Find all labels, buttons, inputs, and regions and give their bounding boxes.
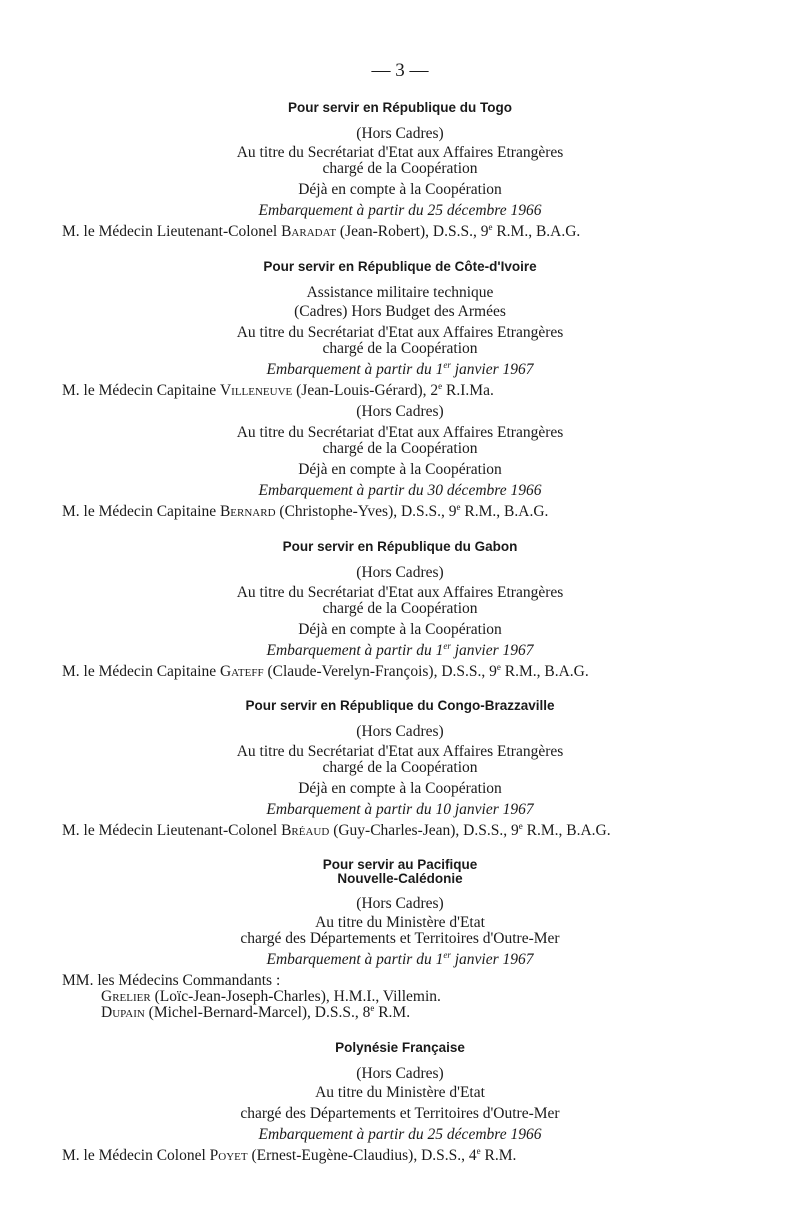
officer-entry: M. le Médecin Lieutenant-Colonel Bréaud (Guy-Charles-Jean), D.S.S., 9e R.M., B.A.G. xyxy=(62,821,611,839)
section-heading-polynesie: Polynésie Française xyxy=(335,1040,465,1055)
officer-list-intro: MM. les Médecins Commandants : xyxy=(62,972,281,989)
compte-line: Déjà en compte à la Coopération xyxy=(298,621,502,638)
officer-surname: Grelier xyxy=(101,988,151,1005)
officer-surname: Poyet xyxy=(209,1147,248,1164)
officer-surname: Gateff xyxy=(219,663,264,680)
titre-line: Au titre du Ministère d'Etat xyxy=(315,914,485,931)
officer-entry: M. le Médecin Capitaine Villeneuve (Jean-Louis-Gérard), 2e R.I.Ma. xyxy=(62,381,494,399)
titre-line: chargé de la Coopération xyxy=(322,160,478,177)
embarquement-line: Embarquement à partir du 1er janvier 1967 xyxy=(266,950,534,968)
titre-line: Au titre du Ministère d'Etat xyxy=(315,1084,485,1101)
hors-cadres-label: (Hors Cadres) xyxy=(356,723,444,740)
hors-cadres-label: (Hors Cadres) xyxy=(356,564,444,581)
officer-surname: Bernard xyxy=(219,503,276,520)
officer-surname: Bréaud xyxy=(281,822,330,839)
titre-line: Au titre du Secrétariat d'Etat aux Affaires Etrangères xyxy=(236,144,564,161)
officer-entry: Grelier (Loïc-Jean-Joseph-Charles), H.M.I., Villemin. xyxy=(101,988,441,1005)
compte-line: Déjà en compte à la Coopération xyxy=(298,181,502,198)
embarquement-line: Embarquement à partir du 1er janvier 1967 xyxy=(266,360,534,378)
titre-line: Au titre du Secrétariat d'Etat aux Affaires Etrangères xyxy=(236,424,564,441)
compte-line: Déjà en compte à la Coopération xyxy=(298,780,502,797)
officer-entry: M. le Médecin Colonel Poyet (Ernest-Eugène-Claudius), D.S.S., 4e R.M. xyxy=(62,1146,517,1164)
assistance-line: Assistance militaire technique xyxy=(306,284,494,301)
embarquement-line: Embarquement à partir du 10 janvier 1967 xyxy=(266,801,534,818)
officer-entry: M. le Médecin Lieutenant-Colonel Baradat (Jean-Robert), D.S.S., 9e R.M., B.A.G. xyxy=(62,222,581,240)
titre-line: chargé des Départements et Territoires d'Outre-Mer xyxy=(240,1105,560,1122)
hors-cadres-label: (Hors Cadres) xyxy=(356,125,444,142)
officer-entry: Dupain (Michel-Bernard-Marcel), D.S.S., 8e R.M. xyxy=(101,1003,411,1021)
embarquement-line: Embarquement à partir du 25 décembre 1966 xyxy=(258,202,542,219)
embarquement-line: Embarquement à partir du 1er janvier 1967 xyxy=(266,641,534,659)
embarquement-line: Embarquement à partir du 25 décembre 1966 xyxy=(258,1126,542,1143)
titre-line: Au titre du Secrétariat d'Etat aux Affaires Etrangères xyxy=(236,324,564,341)
officer-entry: M. le Médecin Capitaine Bernard (Christophe-Yves), D.S.S., 9e R.M., B.A.G. xyxy=(62,502,549,520)
officer-surname: Villeneuve xyxy=(219,382,293,399)
embarquement-line: Embarquement à partir du 30 décembre 1966 xyxy=(258,482,542,499)
officer-surname: Dupain xyxy=(101,1004,145,1021)
hors-cadres-label: (Hors Cadres) xyxy=(356,1065,444,1082)
titre-line: chargé des Départements et Territoires d'Outre-Mer xyxy=(240,930,560,947)
titre-line: chargé de la Coopération xyxy=(322,759,478,776)
section-heading-cote-divoire: Pour servir en République de Côte-d'Ivoire xyxy=(263,259,537,274)
officer-entry: M. le Médecin Capitaine Gateff (Claude-Verelyn-François), D.S.S., 9e R.M., B.A.G. xyxy=(62,662,589,680)
section-subheading-nouvelle-caledonie: Nouvelle-Calédonie xyxy=(337,871,463,886)
titre-line: Au titre du Secrétariat d'Etat aux Affaires Etrangères xyxy=(236,584,564,601)
titre-line: Au titre du Secrétariat d'Etat aux Affaires Etrangères xyxy=(236,743,564,760)
hors-cadres-label: (Hors Cadres) xyxy=(356,403,444,420)
cadres-line: (Cadres) Hors Budget des Armées xyxy=(294,303,506,320)
titre-line: chargé de la Coopération xyxy=(322,440,478,457)
section-heading-gabon: Pour servir en République du Gabon xyxy=(282,539,518,554)
compte-line: Déjà en compte à la Coopération xyxy=(298,461,502,478)
titre-line: chargé de la Coopération xyxy=(322,340,478,357)
page-number: — 3 — xyxy=(371,60,429,81)
section-heading-pacifique: Pour servir au Pacifique xyxy=(322,857,478,872)
officer-surname: Baradat xyxy=(281,223,337,240)
hors-cadres-label: (Hors Cadres) xyxy=(356,895,444,912)
titre-line: chargé de la Coopération xyxy=(322,600,478,617)
section-heading-togo: Pour servir en République du Togo xyxy=(287,100,512,115)
section-heading-congo: Pour servir en République du Congo-Brazzaville xyxy=(245,698,555,713)
